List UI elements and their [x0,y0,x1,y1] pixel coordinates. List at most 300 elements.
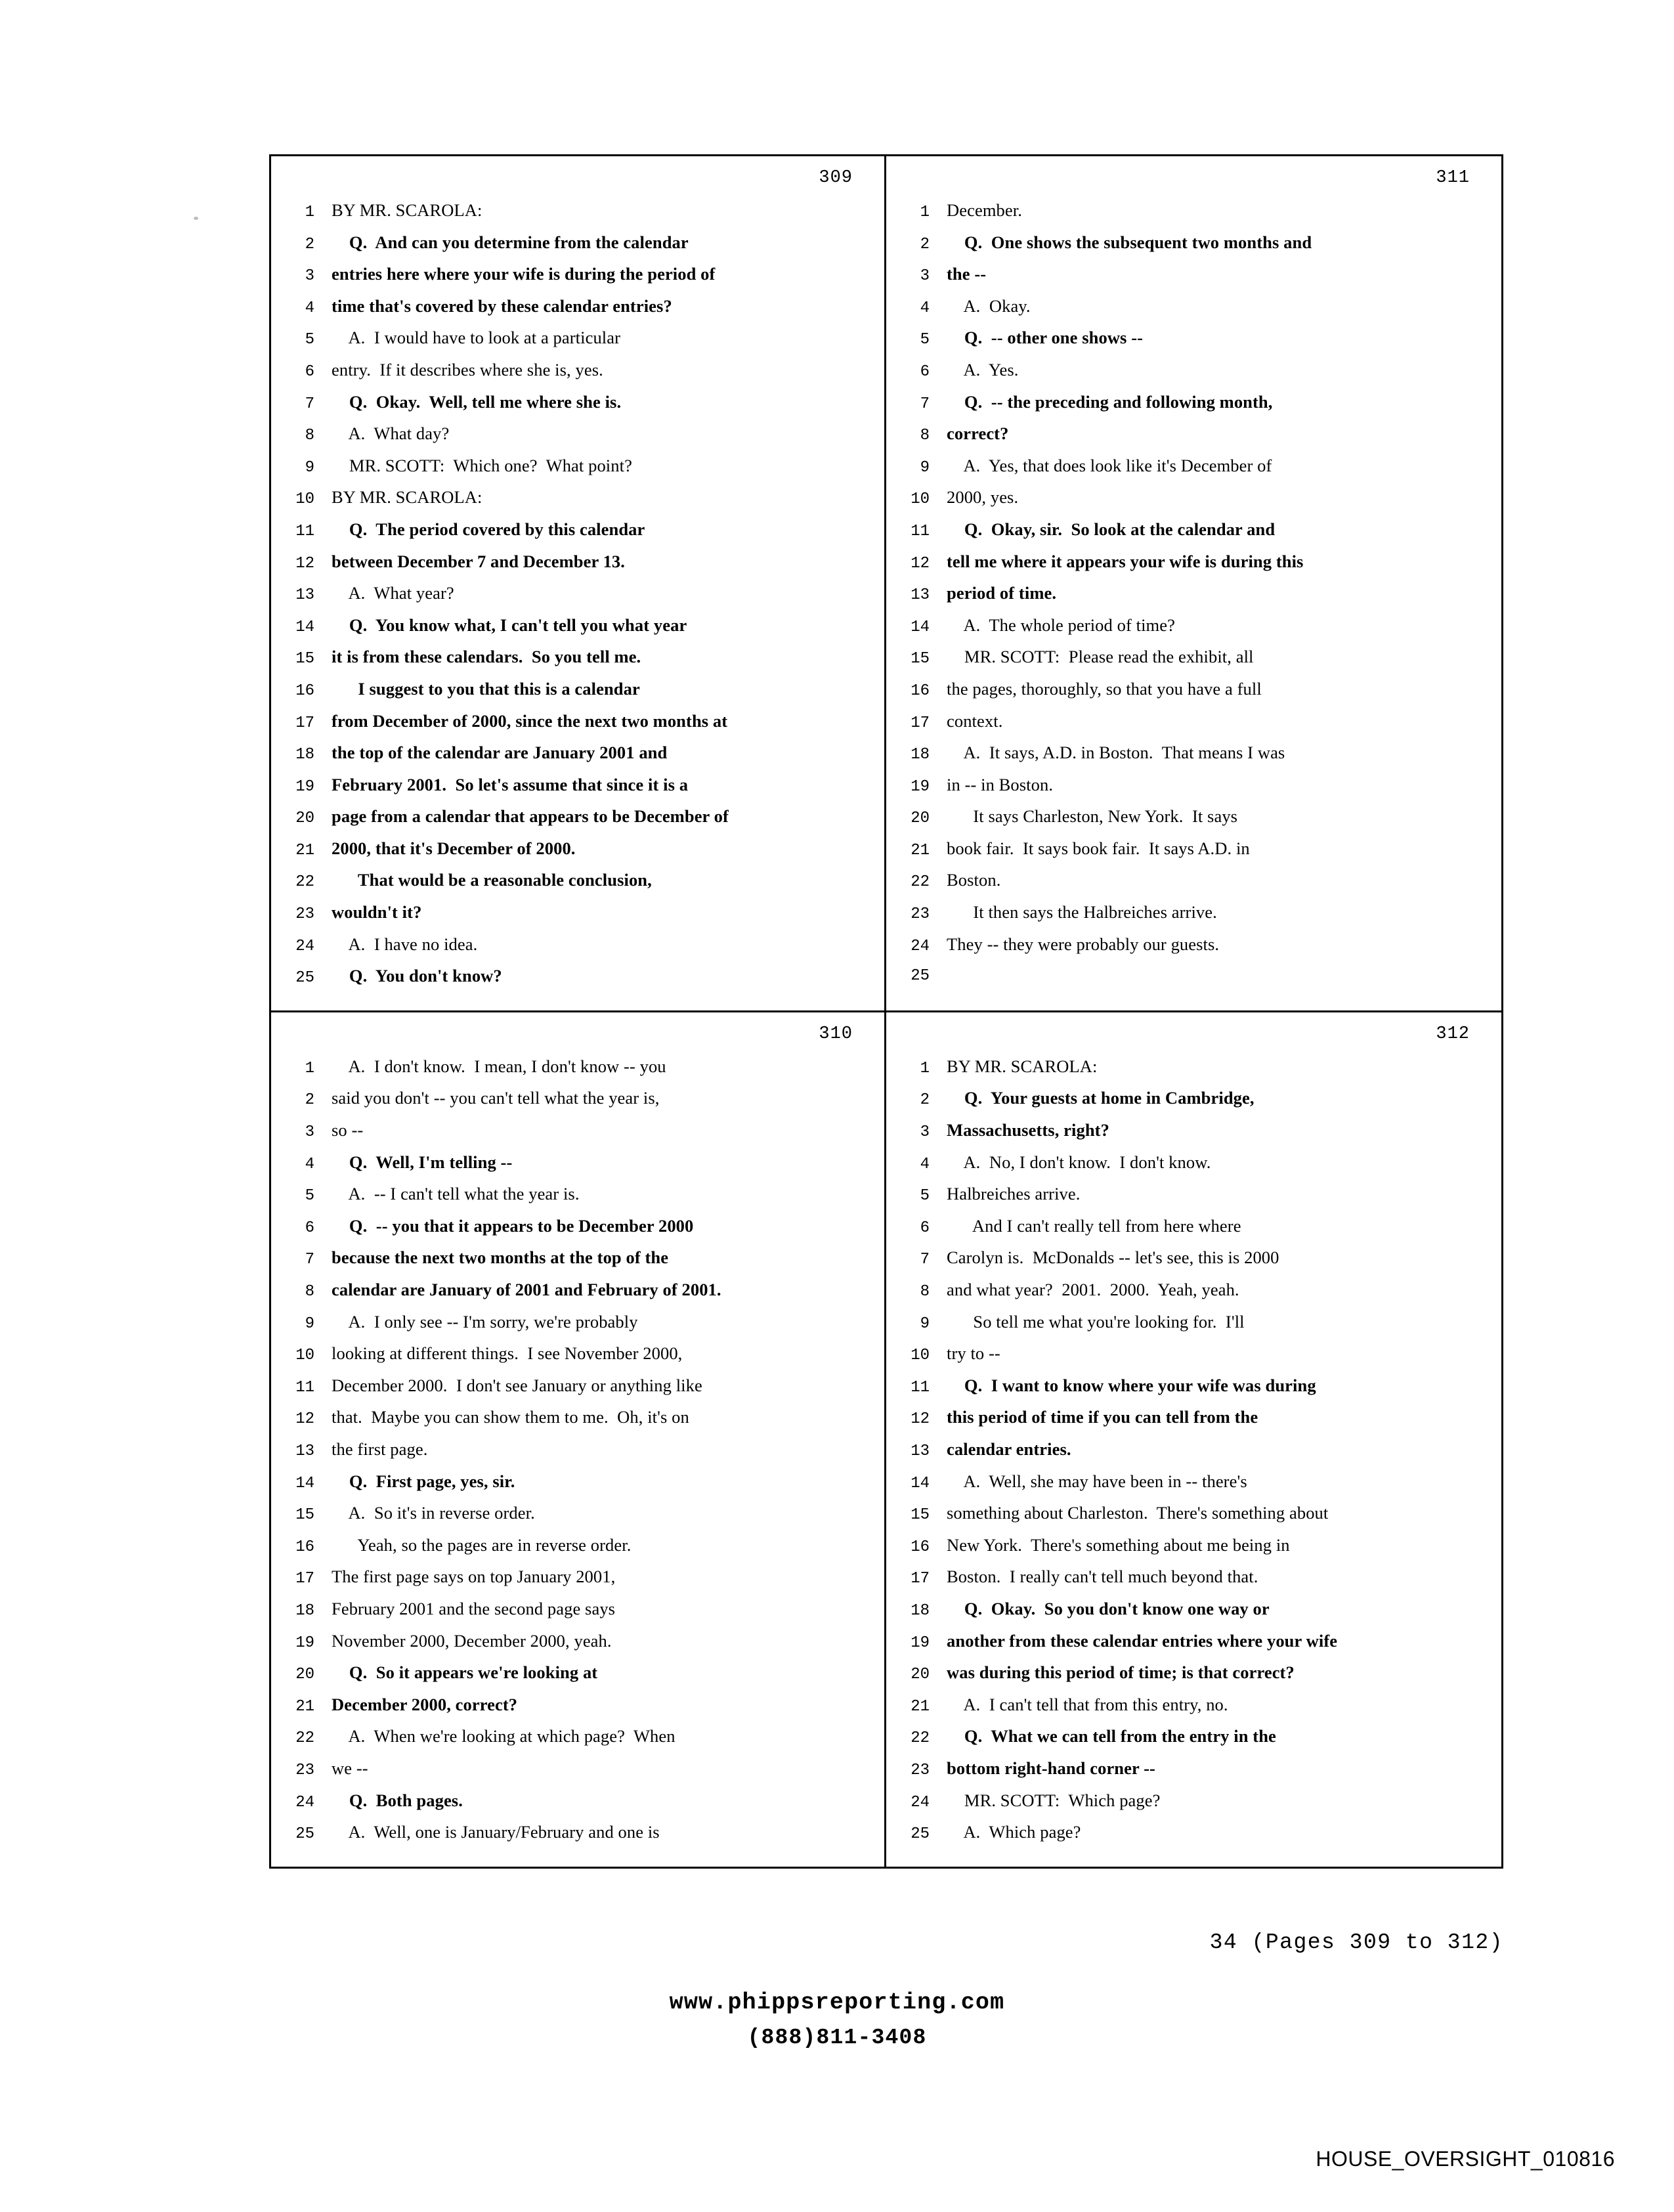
transcript-line-text: A. I would have to look at a particular [332,328,621,348]
transcript-page-number: 309 [819,168,853,188]
transcript-page-number: 312 [1436,1024,1470,1044]
transcript-line-number: 22 [911,1729,930,1748]
transcript-line [903,578,1484,611]
transcript-line-number: 1 [920,204,930,221]
transcript-line [288,1083,867,1116]
transcript-line-number: 3 [305,1123,314,1142]
transcript-line-text: in -- in Boston. [947,774,1054,794]
transcript-line [288,1307,867,1339]
transcript-line-number: 12 [295,554,314,573]
transcript-line-number: 4 [305,299,314,317]
transcript-line-text: A. No, I don't know. I don't know. [947,1152,1211,1172]
transcript-line-number: 17 [911,1570,930,1588]
transcript-line-text: try to -- [947,1343,1000,1364]
transcript-line [903,451,1484,483]
transcript-line-text: BY MR. SCAROLA: [332,200,483,220]
transcript-line [903,1690,1484,1722]
transcript-line [903,259,1484,292]
transcript-line [288,802,867,834]
transcript-line [903,1402,1484,1435]
transcript-line-text: February 2001 and the second page says [332,1598,616,1618]
transcript-line-number: 13 [295,1442,314,1460]
transcript-line-text: said you don't -- you can't tell what the year is, [332,1088,660,1108]
transcript-line-number: 21 [295,1697,314,1716]
transcript-line-text: entries here where your wife is during the period of [332,264,716,284]
transcript-line-text: entry. If it describes where she is, yes. [332,359,603,380]
transcript-line-number: 20 [295,810,314,828]
transcript-line [903,1275,1484,1307]
transcript-line-text: tell me where it appears your wife is during this [947,551,1304,571]
transcript-line [288,930,867,962]
transcript-line [288,865,867,898]
transcript-line-text: page from a calendar that appears to be December of [332,806,729,827]
transcript-line-number: 5 [305,331,314,349]
transcript-line [288,1594,867,1626]
footer-phone: (888)811-3408 [747,2026,927,2050]
transcript-line [903,1467,1484,1499]
transcript-line-text: Q. I want to know where your wife was during [947,1375,1316,1395]
transcript-line [903,1179,1484,1211]
transcript-line-number: 8 [305,1283,314,1301]
transcript-line-number: 17 [295,1570,314,1588]
transcript-line [903,706,1484,739]
transcript-line [903,1817,1484,1850]
transcript-line-text: 2000, that it's December of 2000. [332,838,576,858]
transcript-line-number: 2 [305,1091,314,1110]
transcript-line-text: Q. -- you that it appears to be December 2000 [332,1215,694,1236]
transcript-line-text: A. Okay. [947,295,1031,316]
transcript-line [288,611,867,643]
transcript-line-number: 6 [920,1219,930,1237]
transcript-line [903,674,1484,706]
transcript-line-number: 22 [295,873,314,892]
transcript-line-number: 3 [920,267,930,286]
transcript-line-text: Q. One shows the subsequent two months and [947,232,1312,252]
transcript-line [903,738,1484,770]
transcript-line [288,1339,867,1371]
transcript-line-number: 11 [295,522,314,540]
transcript-line [903,1116,1484,1148]
transcript-line [903,642,1484,674]
transcript-line [903,228,1484,260]
transcript-line-text: A. -- I can't tell what the year is. [332,1184,580,1204]
transcript-line-text: New York. There's something about me being in [947,1534,1290,1555]
transcript-line-number: 20 [295,1666,314,1684]
transcript-line-number: 16 [295,1538,314,1556]
transcript-line [903,483,1484,515]
transcript-line [288,451,867,483]
transcript-line [288,770,867,802]
transcript-line-text: A. Well, one is January/February and one is [332,1822,660,1842]
transcript-line-number: 17 [295,714,314,732]
transcript-line-number: 17 [911,714,930,732]
transcript-line-text: Q. So it appears we're looking at [332,1662,598,1683]
transcript-line-number: 12 [295,1410,314,1429]
transcript-line-text: Q. Okay. So you don't know one way or [947,1598,1270,1618]
transcript-line-text: A. The whole period of time? [947,615,1175,635]
transcript-line-number: 7 [305,1251,314,1269]
transcript-line [903,1339,1484,1371]
transcript-line-text: 2000, yes. [947,487,1019,508]
transcript-line [903,515,1484,547]
transcript-line [288,1211,867,1244]
transcript-line-number: 11 [911,522,930,540]
transcript-line-text: another from these calendar entries where your wife [947,1630,1338,1651]
transcript-line-text: It says Charleston, New York. It says [947,806,1238,827]
transcript-line [288,419,867,451]
transcript-line-number: 3 [305,267,314,286]
transcript-line-text: Q. What we can tell from the entry in the [947,1726,1276,1746]
transcript-line-text: Boston. [947,870,1001,890]
transcript-line-number: 2 [920,235,930,253]
transcript-line-text: A. It says, A.D. in Boston. That means I was [947,743,1285,763]
transcript-line-text: A. What day? [332,423,450,444]
transcript-quadrant-310 [271,1012,886,1867]
bates-number: HOUSE_OVERSIGHT_010816 [1316,2147,1615,2171]
transcript-line [903,1754,1484,1786]
footer-website: www.phippsreporting.com [669,1989,1005,2016]
transcript-line-number: 1 [920,1059,930,1077]
transcript-line [288,196,867,228]
transcript-line-text: A. When we're looking at which page? When [332,1726,676,1746]
transcript-line [288,642,867,674]
transcript-line [288,834,867,866]
transcript-line-number: 10 [911,490,930,509]
transcript-line [903,1594,1484,1626]
transcript-line [288,961,867,993]
transcript-line-number: 19 [911,1634,930,1652]
transcript-line-number: 8 [920,1283,930,1301]
transcript-line-text: Q. The period covered by this calendar [332,519,645,539]
transcript-line-number: 18 [295,1601,314,1620]
transcript-grid [269,154,1503,1869]
transcript-line-number: 9 [920,1314,930,1333]
transcript-line [903,961,1484,991]
transcript-line-number: 25 [911,1825,930,1844]
transcript-line-text: looking at different things. I see November 2000, [332,1343,683,1364]
transcript-line-text: That would be a reasonable conclusion, [332,870,652,890]
transcript-line-number: 21 [295,841,314,859]
transcript-line [288,1371,867,1403]
transcript-line [903,1498,1484,1530]
transcript-line [288,1626,867,1659]
transcript-line-number: 16 [295,682,314,700]
transcript-line-number: 5 [305,1187,314,1205]
transcript-line-number: 21 [911,841,930,859]
transcript-line-number: 16 [911,682,930,700]
transcript-line [903,611,1484,643]
transcript-line [903,1148,1484,1180]
transcript-line-text: that. Maybe you can show them to me. Oh, it's on [332,1407,689,1427]
transcript-line [288,1690,867,1722]
transcript-line [288,1467,867,1499]
transcript-line [288,1179,867,1211]
transcript-line-number: 19 [295,777,314,796]
transcript-line-number: 6 [920,362,930,381]
transcript-line-text: A. I don't know. I mean, I don't know -- you [332,1056,666,1076]
transcript-line-number: 11 [911,1378,930,1397]
transcript-line-text: So tell me what you're looking for. I'll [947,1311,1245,1332]
transcript-line-text: November 2000, December 2000, yeah. [332,1630,612,1651]
transcript-quadrant-312 [886,1012,1501,1867]
transcript-line-text: so -- [332,1120,364,1140]
transcript-line-text: December. [947,200,1022,220]
transcript-line-number: 9 [305,1314,314,1333]
transcript-line-text: bottom right-hand corner -- [947,1758,1155,1778]
transcript-line [288,259,867,292]
transcript-line [903,387,1484,420]
transcript-line-text: context. [947,710,1003,731]
transcript-line [288,1530,867,1563]
transcript-line-number: 10 [295,490,314,509]
transcript-line [288,1116,867,1148]
transcript-lines [903,1052,1484,1850]
transcript-line-text: A. Yes. [947,359,1019,380]
transcript-line [288,228,867,260]
transcript-line-text: BY MR. SCAROLA: [332,487,483,508]
transcript-line-number: 25 [295,969,314,987]
transcript-line-text: period of time. [947,583,1057,603]
transcript-line-text: this period of time if you can tell from the [947,1407,1258,1427]
transcript-line [288,1658,867,1690]
transcript-line [903,1211,1484,1244]
transcript-line-number: 25 [911,967,930,986]
transcript-line [288,1402,867,1435]
transcript-line-text: something about Charleston. There's something about [947,1503,1329,1523]
transcript-line [288,1243,867,1275]
transcript-line [288,323,867,355]
transcript-line-number: 24 [295,1793,314,1811]
footer-page-range: 34 (Pages 309 to 312) [1209,1930,1503,1955]
transcript-line-number: 2 [305,235,314,253]
transcript-line [903,1052,1484,1084]
transcript-line [903,802,1484,834]
transcript-line [903,1722,1484,1754]
transcript-line-text: Q. You don't know? [332,966,502,986]
transcript-line-number: 25 [295,1825,314,1844]
transcript-line-number: 7 [305,395,314,413]
transcript-line-text: Q. Both pages. [332,1790,463,1810]
transcript-line-number: 18 [911,746,930,764]
transcript-line-number: 13 [911,1442,930,1460]
transcript-line-text: Q. First page, yes, sir. [332,1471,515,1491]
transcript-line-number: 6 [305,362,314,381]
transcript-line-text: A. I have no idea. [332,934,478,954]
transcript-line-text: from December of 2000, since the next two months at [332,710,728,731]
transcript-line [903,770,1484,802]
transcript-line [288,1562,867,1594]
transcript-line-number: 1 [305,204,314,221]
transcript-line-text: Boston. I really can't tell much beyond that. [947,1567,1258,1587]
transcript-line [288,1498,867,1530]
transcript-line-text: calendar are January of 2001 and February of 2001. [332,1280,721,1299]
transcript-line-number: 15 [295,1506,314,1525]
transcript-line-number: 19 [295,1634,314,1652]
transcript-line-number: 9 [305,458,314,477]
transcript-line [903,196,1484,228]
transcript-line-text: book fair. It says book fair. It says A.D. in [947,838,1250,858]
transcript-line-text: it is from these calendars. So you tell me. [332,647,641,667]
transcript-line-text: Q. Okay, sir. So look at the calendar and [947,519,1276,539]
transcript-line-text: Q. -- the preceding and following month, [947,391,1273,412]
transcript-line-number: 24 [295,937,314,955]
transcript-line-text: The first page says on top January 2001, [332,1567,616,1587]
transcript-line-number: 24 [911,1793,930,1811]
transcript-line-number: 19 [911,777,930,796]
transcript-line-number: 10 [911,1347,930,1365]
transcript-line-text: Halbreiches arrive. [947,1184,1081,1204]
transcript-line-text: December 2000, correct? [332,1694,518,1714]
transcript-line [903,898,1484,930]
transcript-line-text: was during this period of time; is that correct? [947,1662,1295,1683]
transcript-line-text: MR. SCOTT: Please read the exhibit, all [947,647,1254,667]
transcript-line-text: December 2000. I don't see January or anything like [332,1375,702,1395]
transcript-line-text: BY MR. SCAROLA: [947,1056,1098,1076]
transcript-line-text: and what year? 2001. 2000. Yeah, yeah. [947,1280,1239,1299]
transcript-line [903,1626,1484,1659]
transcript-line-text: because the next two months at the top of the [332,1247,669,1268]
transcript-line [288,898,867,930]
transcript-quadrant-309 [271,156,886,1012]
transcript-line [903,419,1484,451]
transcript-line-number: 14 [911,618,930,636]
transcript-line-text: Q. You know what, I can't tell you what year [332,615,687,635]
transcript-line-text: the -- [947,264,987,284]
transcript-line-number: 5 [920,1187,930,1205]
transcript-line-text: February 2001. So let's assume that since it is a [332,774,689,794]
transcript-line-number: 9 [920,458,930,477]
transcript-line-number: 6 [305,1219,314,1237]
transcript-line [288,483,867,515]
transcript-line-number: 23 [911,1761,930,1779]
transcript-line [903,930,1484,962]
transcript-line [288,578,867,611]
transcript-line-text: we -- [332,1758,368,1778]
transcript-line-number: 11 [295,1378,314,1397]
transcript-line [288,1817,867,1850]
transcript-line-text: Yeah, so the pages are in reverse order. [332,1534,632,1555]
transcript-line-number: 3 [920,1123,930,1142]
transcript-line-number: 7 [920,395,930,413]
transcript-lines [903,196,1484,991]
transcript-line-text: wouldn't it? [332,902,422,922]
transcript-line-text: the first page. [332,1439,428,1459]
transcript-line-number: 22 [295,1729,314,1748]
page-speck [194,217,198,220]
transcript-line [288,1435,867,1467]
transcript-line-text: And I can't really tell from here where [947,1215,1241,1236]
transcript-line-text: Q. And can you determine from the calendar [332,232,689,252]
transcript-line [288,1052,867,1084]
transcript-line [903,1083,1484,1116]
transcript-line-number: 13 [911,586,930,605]
transcript-line-number: 18 [911,1601,930,1620]
transcript-lines [288,1052,867,1850]
transcript-line-number: 4 [305,1155,314,1173]
transcript-line [288,674,867,706]
transcript-line-number: 8 [920,427,930,445]
transcript-line-text: Q. Your guests at home in Cambridge, [947,1088,1255,1108]
transcript-line-number: 12 [911,1410,930,1429]
transcript-line-text: the pages, thoroughly, so that you have a full [947,678,1262,699]
transcript-line-number: 15 [911,650,930,668]
transcript-line-number: 8 [305,427,314,445]
transcript-quadrant-311 [886,156,1501,1012]
transcript-line-number: 23 [295,905,314,924]
transcript-line-number: 4 [920,1155,930,1173]
transcript-line-text: A. Which page? [947,1822,1081,1842]
transcript-line-text: A. I only see -- I'm sorry, we're probably [332,1311,638,1332]
transcript-line-number: 13 [295,586,314,605]
transcript-line [903,834,1484,866]
transcript-line [288,387,867,420]
transcript-line-number: 20 [911,810,930,828]
transcript-line-text: A. I can't tell that from this entry, no. [947,1694,1228,1714]
transcript-line-text: I suggest to you that this is a calendar [332,678,640,699]
transcript-page-number: 311 [1436,168,1470,188]
transcript-line-number: 1 [305,1059,314,1077]
transcript-line [903,1530,1484,1563]
transcript-line-number: 20 [911,1666,930,1684]
transcript-line-text: A. Well, she may have been in -- there's [947,1471,1247,1491]
transcript-line [288,738,867,770]
transcript-line-text: the top of the calendar are January 2001 and [332,743,668,763]
transcript-line-text: between December 7 and December 13. [332,551,626,571]
transcript-line-text: It then says the Halbreiches arrive. [947,902,1217,922]
transcript-line [903,547,1484,579]
transcript-line-number: 21 [911,1697,930,1716]
transcript-line [903,1786,1484,1818]
transcript-line-number: 24 [911,937,930,955]
transcript-line [288,547,867,579]
transcript-line [903,1243,1484,1275]
transcript-line [903,1658,1484,1690]
transcript-line [288,515,867,547]
transcript-line [903,1371,1484,1403]
transcript-line-text: calendar entries. [947,1439,1071,1459]
transcript-line-text: A. What year? [332,583,454,603]
transcript-line-number: 23 [295,1761,314,1779]
transcript-line [903,292,1484,324]
transcript-line [288,1754,867,1786]
transcript-line-text: Carolyn is. McDonalds -- let's see, this is 2000 [947,1247,1279,1268]
transcript-line-text: time that's covered by these calendar entries? [332,295,672,316]
transcript-line [288,1148,867,1180]
transcript-line-number: 5 [920,331,930,349]
transcript-line-text: MR. SCOTT: Which one? What point? [332,455,632,475]
transcript-line-text: Q. Okay. Well, tell me where she is. [332,391,622,412]
transcript-line-text: A. So it's in reverse order. [332,1503,535,1523]
transcript-line [903,1307,1484,1339]
transcript-line-number: 7 [920,1251,930,1269]
transcript-line-number: 15 [911,1506,930,1525]
transcript-line [288,292,867,324]
transcript-line-text: A. Yes, that does look like it's December of [947,455,1272,475]
transcript-lines [288,196,867,993]
transcript-line [903,1562,1484,1594]
transcript-line-number: 10 [295,1347,314,1365]
transcript-line-text: They -- they were probably our guests. [947,934,1220,954]
transcript-line [288,1786,867,1818]
transcript-line [288,355,867,387]
transcript-line-text: MR. SCOTT: Which page? [947,1790,1161,1810]
transcript-line-number: 16 [911,1538,930,1556]
transcript-line-number: 18 [295,746,314,764]
transcript-line [903,355,1484,387]
transcript-line-text: Q. -- other one shows -- [947,328,1144,348]
transcript-line [903,865,1484,898]
transcript-line-text: Massachusetts, right? [947,1120,1109,1140]
